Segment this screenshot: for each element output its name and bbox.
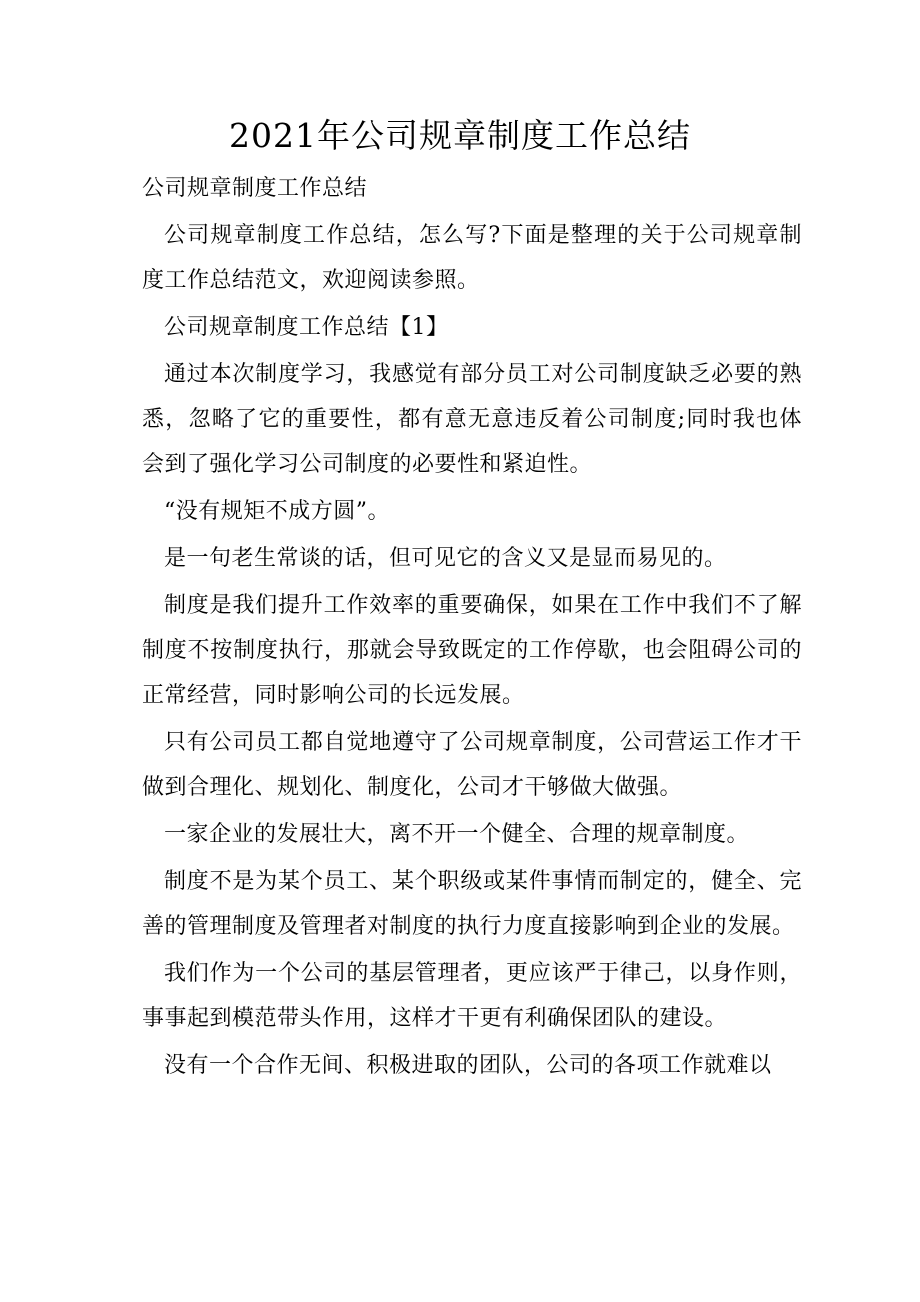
paragraph: 没有一个合作无间、积极进取的团队，公司的各项工作就难以 xyxy=(164,1053,772,1078)
paragraph: 我们作为一个公司的基层管理者，更应该严于律己，以身作则，事事起到模范带头作用，这样才干更有利确保团队的建设。 xyxy=(142,961,802,1031)
paragraph-subtitle: 公司规章制度工作总结 xyxy=(142,176,368,201)
paragraph: 通过本次制度学习，我感觉有部分员工对公司制度缺乏必要的熟悉，忽略了它的重要性，都有意无意违反着公司制度;同时我也体会到了强化学习公司制度的必要性和紧迫性。 xyxy=(142,362,802,477)
paragraph-quote: “没有规矩不成方圆”。 xyxy=(164,499,390,524)
paragraph: 只有公司员工都自觉地遵守了公司规章制度，公司营运工作才干做到合理化、规划化、制度化，公司才干够做大做强。 xyxy=(142,730,802,800)
paragraph: 制度是我们提升工作效率的重要确保，如果在工作中我们不了解制度不按制度执行，那就会导致既定的工作停歇，也会阻碍公司的正常经营，同时影响公司的长远发展。 xyxy=(142,593,802,708)
document-body xyxy=(142,166,802,1090)
document-title: 2021年公司规章制度工作总结 xyxy=(229,116,691,155)
paragraph: 一家企业的发展壮大，离不开一个健全、合理的规章制度。 xyxy=(164,822,750,847)
paragraph: 制度不是为某个员工、某个职级或某件事情而制定的，健全、完善的管理制度及管理者对制度的执行力度直接影响到企业的发展。 xyxy=(142,869,802,939)
paragraph: 是一句老生常谈的话，但可见它的含义又是显而易见的。 xyxy=(164,546,727,571)
paragraph-section-heading: 公司规章制度工作总结【1】 xyxy=(164,315,449,340)
paragraph-intro: 公司规章制度工作总结，怎么写?下面是整理的关于公司规章制度工作总结范文，欢迎阅读参照。 xyxy=(142,223,802,293)
